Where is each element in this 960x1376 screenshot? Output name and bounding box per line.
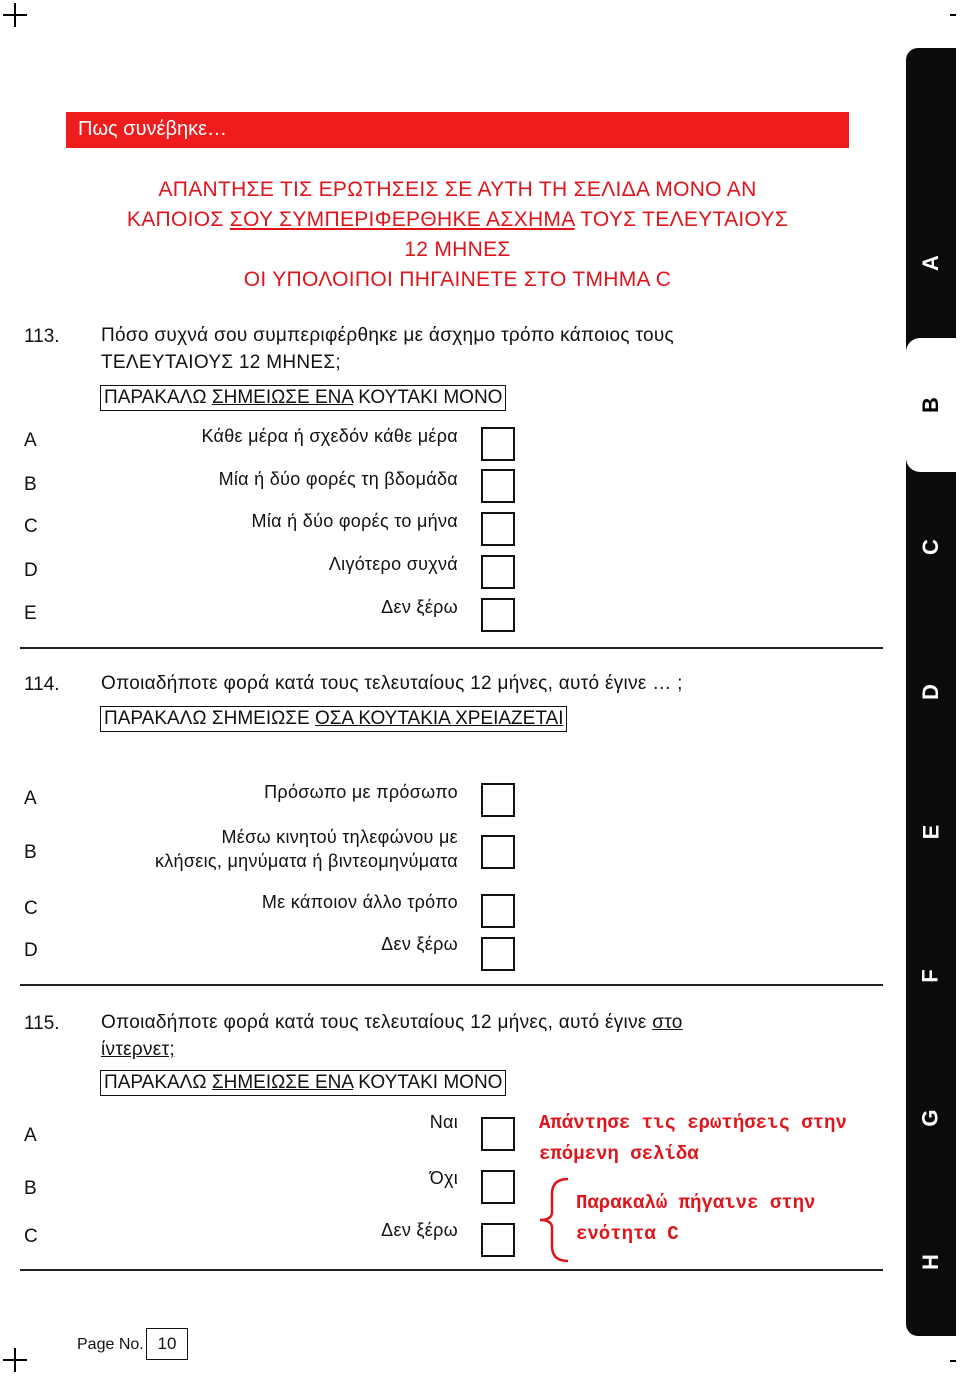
q115-option-label: Δεν ξέρω [381,1220,458,1240]
question-113-instruction: ΠΑΡΑΚΑΛΩ ΣΗΜΕΙΩΣΕ ΕΝΑ ΚΟΥΤΑΚΙ ΜΟΝΟ [100,385,506,411]
section-divider [20,984,883,986]
tab-section-d[interactable]: D [917,684,943,700]
question-114-instruction: ΠΑΡΑΚΑΛΩ ΣΗΜΕΙΩΣΕ ΟΣΑ ΚΟΥΤΑΚΙΑ ΧΡΕΙΑΖΕΤΑΙ [100,706,567,732]
routing-brace-icon [536,1176,572,1264]
q114-option-label: Μέσω κινητού τηλεφώνου με κλήσεις, μηνύματα ή βιντεομηνύματα [154,827,458,871]
q114-option-checkbox[interactable] [481,894,515,928]
section-divider [20,647,883,649]
question-115-text: Οποιαδήποτε φορά κατά τους τελευταίους 12 μήνες, αυτό έγινε στο ίντερνετ; [101,1012,683,1060]
crop-mark-top-left [3,3,27,27]
q113-option-label: Λιγότερο συχνά [328,554,458,574]
question-115-instruction: ΠΑΡΑΚΑΛΩ ΣΗΜΕΙΩΣΕ ΕΝΑ ΚΟΥΤΑΚΙ ΜΟΝΟ [100,1070,506,1096]
q115-option-checkbox[interactable] [481,1170,515,1204]
q115-option-label: Όχι [429,1168,458,1188]
q114-option-checkbox[interactable] [481,783,515,817]
q114-option-checkbox[interactable] [481,937,515,971]
q113-option-checkbox[interactable] [481,598,515,632]
section-divider [20,1269,883,1271]
q115-option-letter: B [24,1178,37,1199]
q114-option-letter: C [24,898,38,919]
q113-option-checkbox[interactable] [481,427,515,461]
crop-dash-bottom-right [950,1360,956,1362]
tab-section-c[interactable]: C [917,539,943,555]
q114-option-label: Δεν ξέρω [381,934,458,954]
q113-option-letter: E [24,603,37,624]
tab-section-g[interactable]: G [918,1109,943,1127]
tab-section-e[interactable]: E [918,824,943,840]
q113-option-checkbox[interactable] [481,512,515,546]
q115-option-letter: A [24,1125,37,1146]
q113-option-letter: A [24,430,37,451]
q113-option-label: Δεν ξέρω [381,597,458,617]
question-114-text: Οποιαδήποτε φορά κατά τους τελευταίους 12 μήνες, αυτό έγινε … ; [101,673,683,694]
q113-option-letter: B [24,474,37,495]
q113-option-label: Κάθε μέρα ή σχεδόν κάθε μέρα [201,426,458,446]
q114-option-label: Με κάποιον άλλο τρόπο [261,892,458,912]
question-113-text: Πόσο συχνά σου συμπεριφέρθηκε με άσχημο τρόπο κάποιος τους ΤΕΛΕΥΤΑΙΟΥΣ 12 ΜΗΝΕΣ; [101,325,675,373]
notice-line-2: ΚΑΠΟΙΟΣ ΣΟΥ ΣΥΜΠΕΡΙΦΕΡΘΗΚΕ ΑΣΧΗΜΑ ΤΟΥΣ ΤΕΛΕΥΤΑΙΟΥΣ [126,208,789,231]
banner-title: Πως συνέβηκε… [78,118,227,140]
question-115-number: 115. [24,1013,60,1034]
tab-section-h[interactable]: H [917,1254,943,1270]
question-114-number: 114. [24,674,60,695]
tab-section-a[interactable]: A [917,255,943,271]
q113-option-label: Μία ή δύο φορές τη βδομάδα [218,469,458,489]
notice-line-3: 12 ΜΗΝΕΣ [404,238,511,261]
q115-option-letter: C [24,1226,38,1247]
crop-dash-top-right [950,14,956,16]
notice-line-4: ΟΙ ΥΠΟΛΟΙΠΟΙ ΠΗΓΑΙΝΕΤΕ ΣΤΟ ΤΜΗΜΑ C [243,268,672,291]
q114-option-letter: B [24,842,37,863]
q113-option-checkbox[interactable] [481,555,515,589]
q114-option-checkbox[interactable] [481,835,515,869]
crop-mark-bottom-left [3,1348,27,1372]
routing-section-c: Παρακαλώ πήγαινε στην ενότητα C [576,1192,816,1245]
q113-option-letter: D [24,560,38,581]
tab-section-f[interactable]: F [917,969,943,983]
q114-option-label: Πρόσωπο με πρόσωπο [264,782,458,802]
q113-option-label: Μία ή δύο φορές το μήνα [251,511,458,531]
q114-option-letter: D [24,940,38,961]
q113-option-checkbox[interactable] [481,469,515,503]
q115-option-checkbox[interactable] [481,1117,515,1151]
q115-option-label: Ναι [429,1112,458,1132]
section-banner [66,112,849,148]
page-number: 10 [146,1328,188,1360]
q113-option-letter: C [24,516,38,537]
page-number-label: Page No. [77,1336,144,1353]
tab-section-b[interactable]: B [906,338,956,472]
q115-option-checkbox[interactable] [481,1223,515,1257]
q114-option-letter: A [24,788,37,809]
notice-line-1: ΑΠΑΝΤΗΣΕ ΤΙΣ ΕΡΩΤΗΣΕΙΣ ΣΕ ΑΥΤΗ ΤΗ ΣΕΛΙΔΑ ΜΟΝΟ ΑΝ [158,178,757,201]
routing-next-page: Απάντησε τις ερωτήσεις στην επόμενη σελίδα [539,1112,847,1165]
question-113-number: 113. [24,326,60,347]
